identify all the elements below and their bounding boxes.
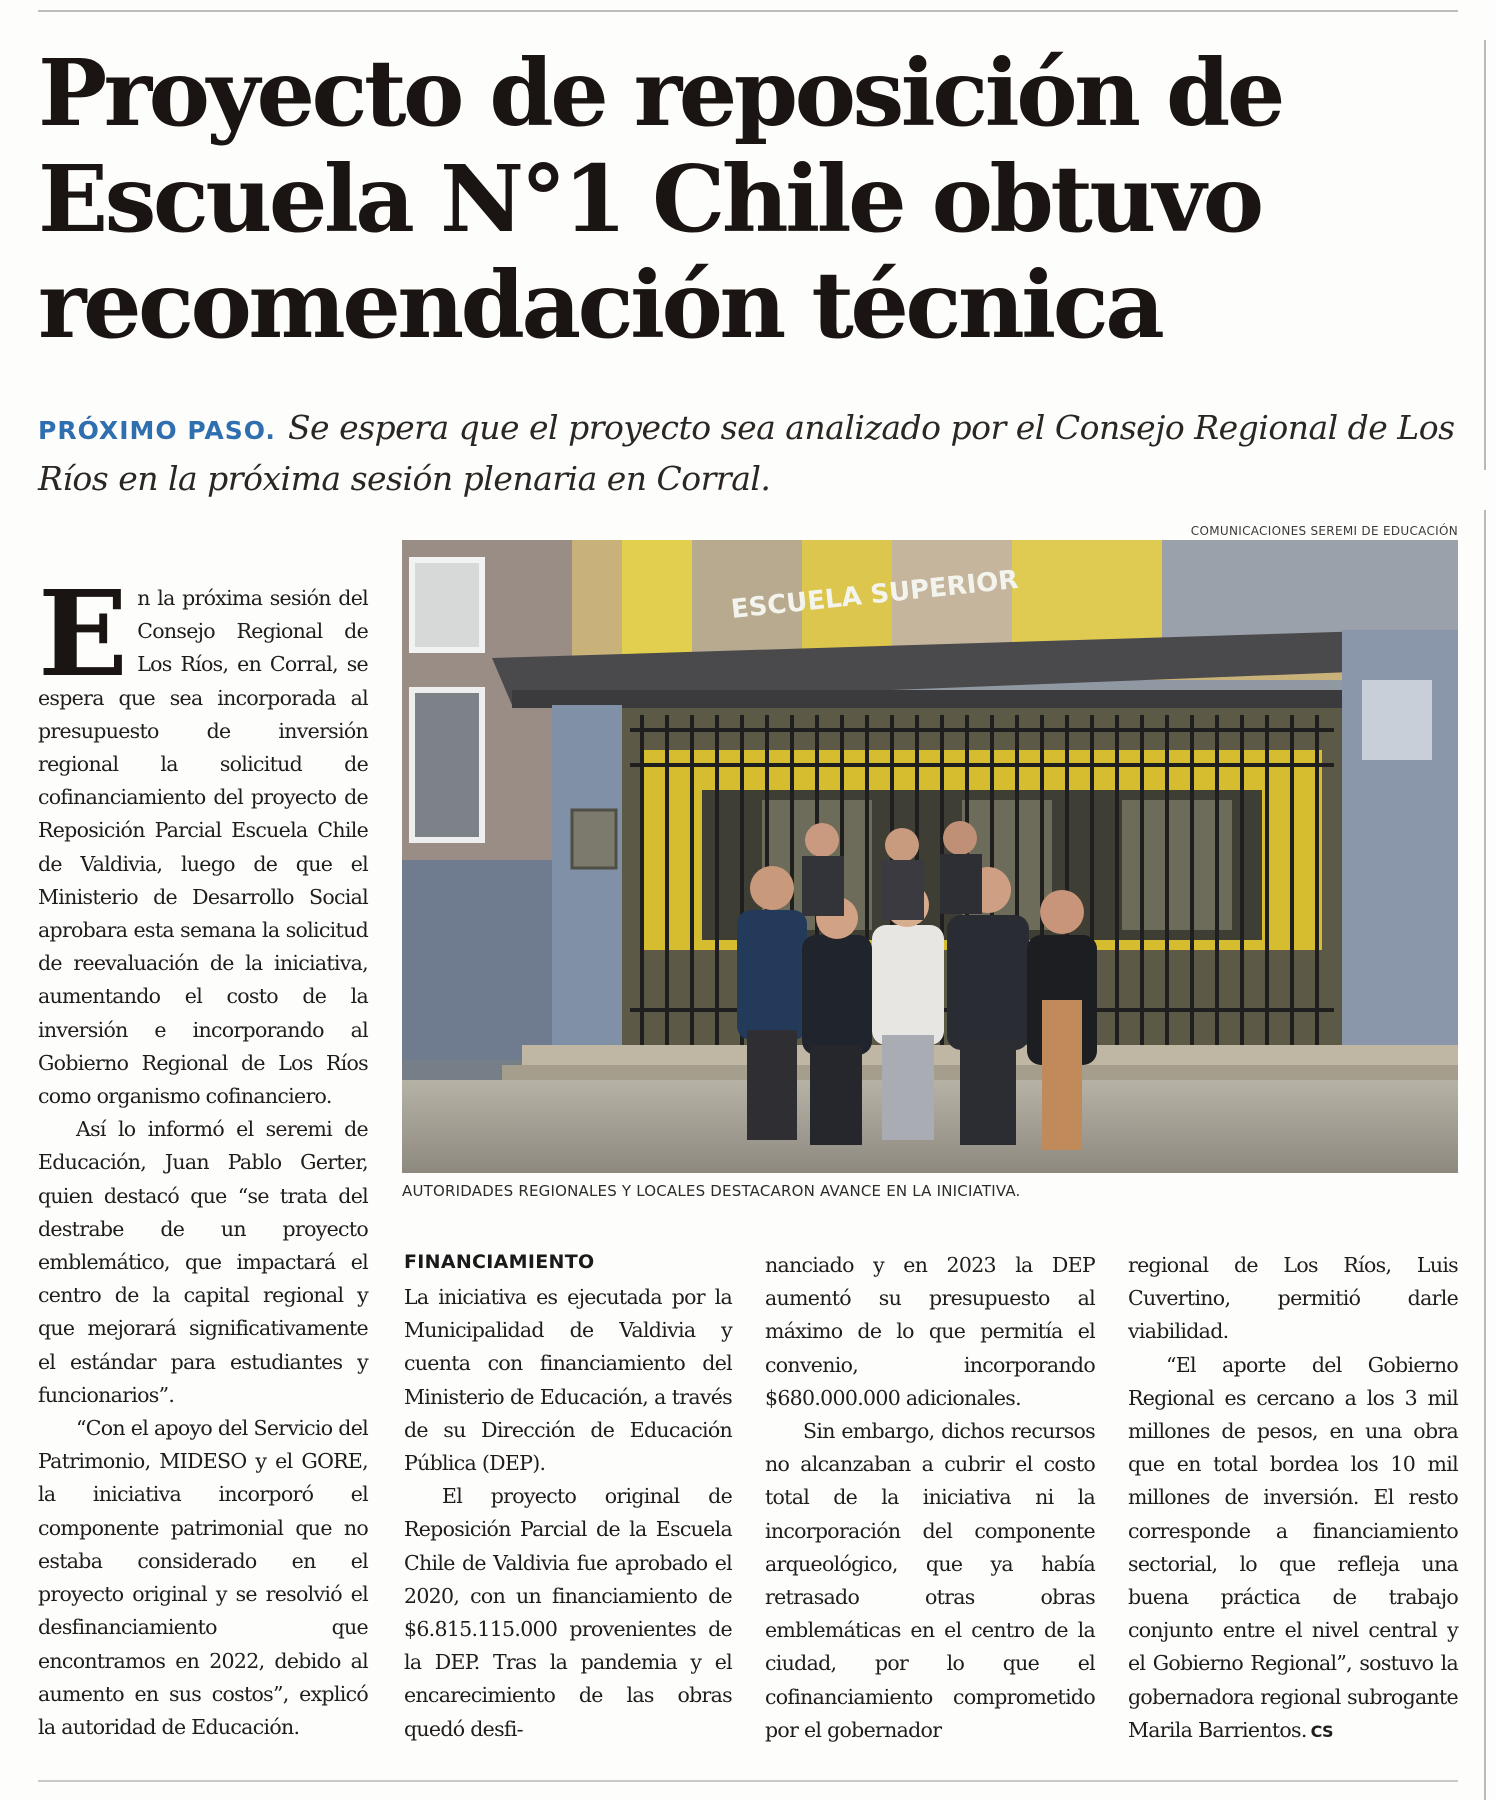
headline: Proyecto de reposición de Escuela N°1 Chile obtuvo recomendación técnica: [38, 39, 1282, 359]
subhead-text: Se espera que el proyecto sea analizado por el Consejo Regional de Los Ríos en la próxima sesión plenaria en Corral.: [38, 408, 1455, 498]
paragraph-8: regional de Los Ríos, Luis Cuvertino, permitió darle viabilidad.: [1128, 1253, 1458, 1344]
paragraph-3: “Con el apoyo del Servicio del Patrimonio, MIDESO y el GORE, la iniciativa incorporó el componente patrimonial que no estaba considerado en el proyecto original y se resolvió el desfinanciamiento que encontramos en 2022, debido al aumento en sus costos”, explicó la autoridad de Educación.: [38, 1416, 368, 1739]
column-3: [765, 1249, 1095, 1747]
column-2: [404, 1249, 732, 1746]
paragraph-7: Sin embargo, dichos recursos no alcanzaban a cubrir el costo total de la iniciativa ni la incorporación del componente arqueológico, que ya había retrasado otras obras emblemáticas en el centro de la ciudad, por lo que el cofinanciamiento comprometido por el gobernador: [765, 1419, 1095, 1742]
photo-illustration: [402, 540, 1458, 1173]
photo-caption: AUTORIDADES REGIONALES Y LOCALES DESTACARON AVANCE EN LA INICIATIVA.: [402, 1182, 1021, 1200]
paragraph-5: El proyecto original de Reposición Parcial de la Escuela Chile de Valdivia fue aprobado el 2020, con un financiamiento de $6.815.115.000 provenientes de la DEP. Tras la pandemia y el encarecimiento de las obras quedó desfi-: [404, 1484, 732, 1741]
paragraph-4: La iniciativa es ejecutada por la Municipalidad de Valdivia y cuenta con financiamiento del Ministerio de Educación, a través de su Dirección de Educación Pública (DEP).: [404, 1285, 732, 1476]
column-1: [38, 564, 368, 1744]
paragraph-9-text: “El aporte del Gobierno Regional es cercano a los 3 mil millones de pesos, en una obra que en total bordea los 10 mil millones de inversión. El resto corresponde a financiamiento sectorial, lo que refleja una buena práctica de trabajo conjunto entre el nivel central y el Gobierno Regional”, sostuvo la gobernadora regional subrogante Marila Barrientos.: [1128, 1352, 1458, 1742]
paragraph-6: nanciado y en 2023 la DEP aumentó su presupuesto al máximo de lo que permitía el convenio, incorporando $680.000.000 adicionales.: [765, 1253, 1095, 1410]
column-4: [1128, 1249, 1458, 1748]
paragraph-2: Así lo informó el seremi de Educación, Juan Pablo Gerter, quien destacó que “se trata del destrabe de un proyecto emblemático, que impactará el centro de la capital regional y que mejorará significativamente el estándar para estudiantes y funcionarios”.: [38, 1117, 368, 1407]
end-mark: CS: [1310, 1721, 1333, 1741]
drop-cap: E: [38, 564, 128, 703]
article-photo: [402, 540, 1458, 1173]
photo-credit: COMUNICACIONES SEREMI DE EDUCACIÓN: [1190, 524, 1458, 538]
right-edge-rules: [1482, 40, 1488, 1780]
bottom-rule: [38, 1780, 1458, 1782]
section-heading: FINANCIAMIENTO: [404, 1251, 595, 1273]
paragraph-9: [1128, 1349, 1458, 1748]
top-rule: [38, 10, 1458, 12]
paragraph-1: n la próxima sesión del Consejo Regional de Los Ríos, en Corral, se espera que sea incorporada al presupuesto de inversión regional la solicitud de cofinanciamiento del proyecto de Reposición Parcial Escuela Chile de Valdivia, luego de que el Ministerio de Desarrollo Social aprobara esta semana la solicitud de reevaluación de la iniciativa, aumentando el costo de la inversión e incorporando al Gobierno Regional de Los Ríos como organismo cofinanciero.: [38, 586, 368, 1109]
facade-sign: ESCUELA SUPERIOR: [729, 564, 1020, 625]
subhead: [38, 404, 1458, 503]
kicker: PRÓXIMO PASO.: [38, 416, 276, 445]
